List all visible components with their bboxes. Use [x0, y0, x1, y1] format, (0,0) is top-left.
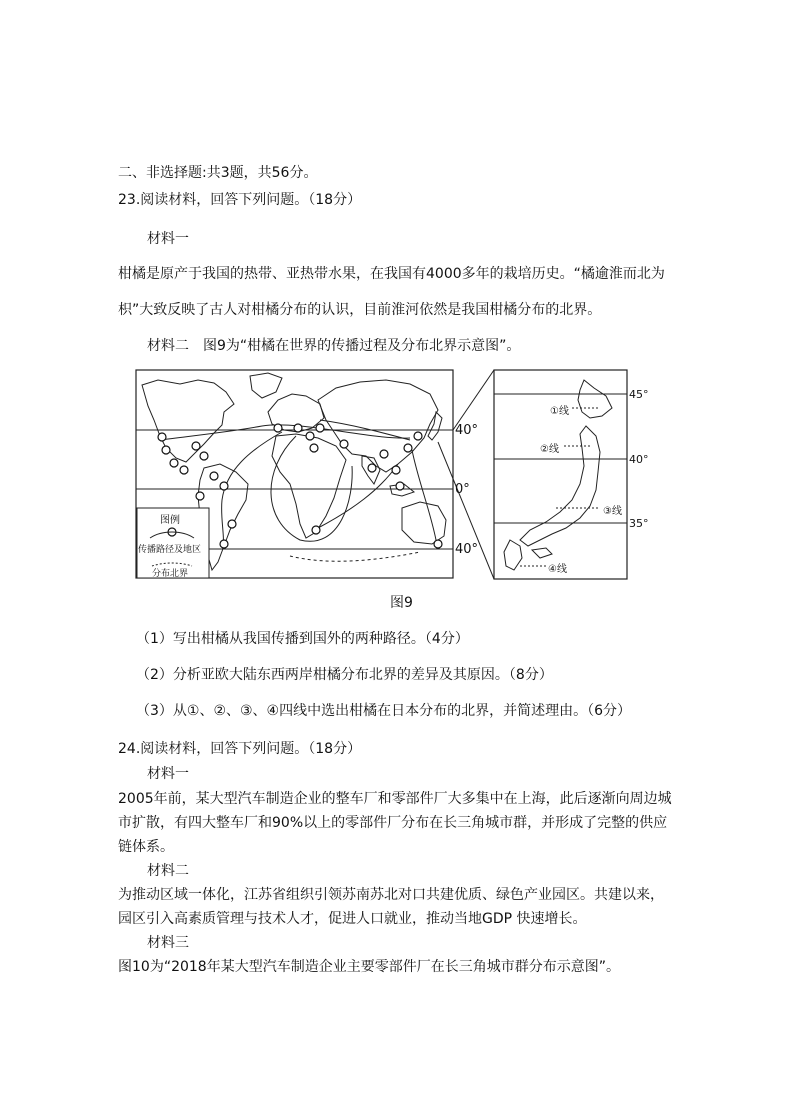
map-lat40s-label: 40°: [455, 542, 479, 557]
marker: [316, 424, 324, 432]
north-america: [142, 380, 234, 462]
inset-connector-top: [453, 370, 494, 430]
map-equator-label: 0°: [455, 482, 470, 497]
marker: [220, 540, 228, 548]
japan-line3-label: ③线: [603, 506, 622, 517]
marker: [180, 466, 188, 474]
boundary-candidates: [520, 408, 600, 566]
q24-material2-line2: 园区引入高素质管理与技术人才，促进人口就业，推动当地GDP 快速增长。: [118, 911, 587, 927]
legend-boundary-label: 分布北界: [152, 569, 189, 579]
route-asia-to-australia: [412, 450, 436, 540]
q24-material1-line3: 链体系。: [118, 839, 174, 855]
japan-small: [428, 412, 442, 440]
q24-material3-label: 材料三: [147, 935, 189, 951]
figure-9-caption: 图9: [390, 595, 413, 611]
africa: [272, 434, 346, 538]
q24-material1-line1: 2005年前，某大型汽车制造企业的整车厂和零部件厂大多集中在上海，此后逐渐向周边城: [118, 791, 672, 807]
marker: [310, 444, 318, 452]
greenland: [250, 373, 282, 398]
q24-material1-label: 材料一: [147, 766, 189, 782]
inset-connector-bottom: [438, 442, 494, 579]
marker: [414, 432, 422, 440]
marker: [170, 459, 178, 467]
marker: [192, 442, 200, 450]
japan-line2-label: ②线: [540, 444, 559, 455]
q23-material2-line: 材料二 图9为“柑橘在世界的传播过程及分布北界示意图”。: [147, 338, 521, 354]
q23-sub1: （1）写出柑橘从我国传播到国外的两种路径。（4分）: [136, 631, 469, 647]
q23-material1-line1: 柑橘是原产于我国的热带、亚热带水果，在我国有4000多年的栽培历史。“橘逾淮而北为: [118, 266, 665, 282]
shikoku: [532, 548, 552, 558]
q24-heading: 24.阅读材料，回答下列问题。（18分）: [118, 741, 362, 757]
marker: [162, 446, 170, 454]
hokkaido: [578, 380, 612, 418]
q24-material2-line1: 为推动区域一体化，江苏省组织引领苏南苏北对口共建优质、绿色产业园区。共建以来，: [118, 887, 664, 903]
marker: [392, 466, 400, 474]
marker: [306, 432, 314, 440]
q24-material1-line2: 市扩散，有四大整车厂和90%以上的零部件厂分布在长三角城市群，并形成了完整的供应: [118, 815, 668, 831]
marker: [312, 526, 320, 534]
marker: [396, 482, 404, 490]
marker: [210, 472, 218, 480]
route-china-to-america: [160, 425, 410, 440]
q24-material2-label: 材料二: [147, 863, 189, 879]
q23-material1-label: 材料一: [147, 231, 189, 247]
japan-lat45-label: 45°: [629, 388, 649, 401]
japan-line1-label: ①线: [550, 406, 569, 417]
marker: [196, 492, 204, 500]
q23-heading: 23.阅读材料，回答下列问题。（18分）: [118, 192, 362, 208]
q23-sub2: （2）分析亚欧大陆东西两岸柑橘分布北界的差异及其原因。（8分）: [136, 667, 553, 683]
japan-lat40-label: 40°: [629, 453, 649, 466]
marker: [274, 424, 282, 432]
marker: [294, 424, 302, 432]
q24-material3-line1: 图10为“2018年某大型汽车制造企业主要零部件厂在长三角城市群分布示意图”。: [118, 959, 620, 975]
legend-title: 图例: [160, 515, 180, 526]
section-title: 二、非选择题:共3题，共56分。: [118, 165, 318, 181]
asia: [318, 380, 438, 472]
marker: [340, 440, 348, 448]
marker: [434, 540, 442, 548]
australia: [402, 502, 446, 544]
distribution-boundary: [290, 552, 420, 561]
marker: [380, 450, 388, 458]
marker: [404, 444, 412, 452]
q23-material1-line2: 枳”大致反映了古人对柑橘分布的认识，目前淮河依然是我国柑橘分布的北界。: [118, 302, 602, 318]
q23-sub3: （3）从①、②、③、④四线中选出柑橘在日本分布的北界，并简述理由。（6分）: [136, 703, 632, 719]
map-lat40n-label: 40°: [455, 423, 479, 438]
marker: [368, 464, 376, 472]
japan-line4-label: ④线: [548, 564, 567, 575]
japan-lat35-label: 35°: [629, 517, 649, 530]
marker: [200, 452, 208, 460]
marker: [228, 520, 236, 528]
marker: [158, 433, 166, 441]
kyushu: [504, 540, 522, 570]
route-asia-to-africa: [318, 464, 398, 528]
marker: [220, 482, 228, 490]
honshu: [520, 426, 600, 546]
legend-route-label: 传播路径及地区: [138, 545, 202, 555]
